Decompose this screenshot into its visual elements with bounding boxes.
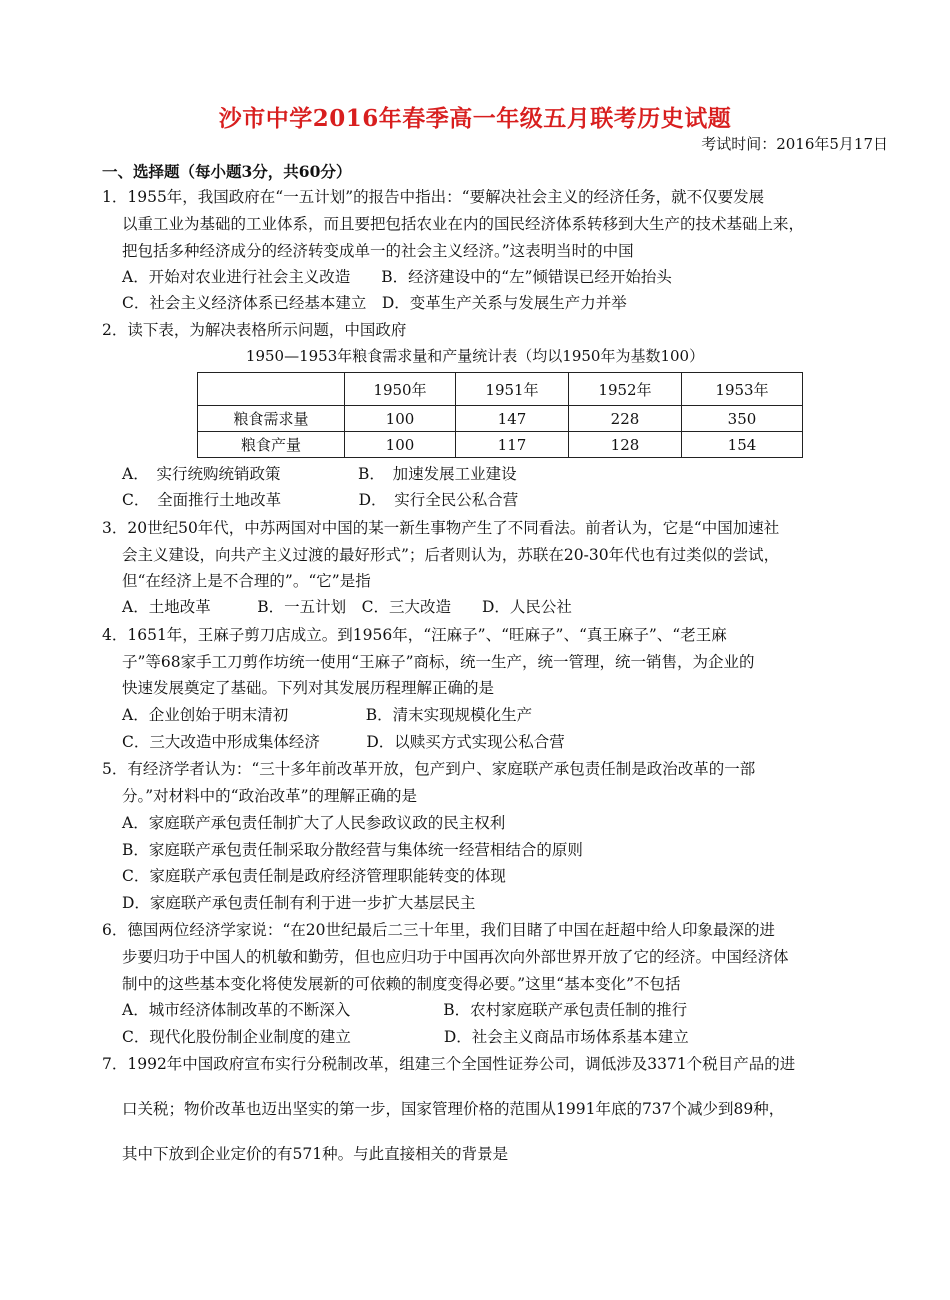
table-cell: 147 [456, 406, 569, 432]
table-cell: 粮食需求量 [198, 406, 345, 432]
table-caption: 1950—1953年粮食需求量和产量统计表（均以1950年为基数100） [245, 347, 705, 365]
question-5-line-1: 5．有经济学者认为：“三十多年前改革开放，包产到户、家庭联产承包责任制是政治改革的一部 [102, 760, 756, 778]
question-6-line-3: 制中的这些基本变化将使发展新的可依赖的制度变得必要。”这里“基本变化”不包括 [122, 975, 681, 993]
question-4-line-3: 快速发展奠定了基础。下列对其发展历程理解正确的是 [122, 679, 495, 697]
question-4-options-1: A．企业创始于明末清初 B．清末实现规模化生产 [122, 706, 533, 724]
table-cell: 117 [456, 432, 569, 458]
table-header-cell: 1950年 [345, 373, 456, 406]
question-4-line-2: 子”等68家手工刀剪作坊统一使用“王麻子”商标，统一生产，统一管理，统一销售，为企业的 [122, 653, 755, 671]
table-cell: 100 [345, 406, 456, 432]
question-1-line-2: 以重工业为基础的工业体系，而且要把包括农业在内的国民经济体系转移到大生产的技术基础上来， [122, 215, 805, 233]
question-5-option-a: A．家庭联产承包责任制扩大了人民参政议政的民主权利 [122, 814, 506, 832]
question-1-line-1: 1．1955年，我国政府在“一五计划”的报告中指出：“要解决社会主义的经济任务，就不仅要发展 [102, 188, 765, 206]
table-header-cell: 1953年 [682, 373, 803, 406]
question-2-options-2: C． 全面推行土地改革 D． 实行全民公私合营 [122, 491, 519, 509]
table-header-cell: 1951年 [456, 373, 569, 406]
question-4-options-2: C．三大改造中形成集体经济 D．以赎买方式实现公私合营 [122, 733, 565, 751]
question-5-line-2: 分。”对材料中的“政治改革”的理解正确的是 [122, 787, 418, 805]
question-1-options-2: C．社会主义经济体系已经基本建立 D．变革生产关系与发展生产力并举 [122, 294, 627, 312]
table-cell: 粮食产量 [198, 432, 345, 458]
table-header-row [198, 373, 803, 406]
question-1-options-1: A．开始对农业进行社会主义改造 B．经济建设中的“左”倾错误已经开始抬头 [122, 268, 672, 286]
question-3-line-2: 会主义建设，向共产主义过渡的最好形式”；后者则认为，苏联在20-30年代也有过类似的尝试， [122, 546, 780, 564]
table-cell: 128 [569, 432, 682, 458]
question-3-line-1: 3．20世纪50年代，中苏两国对中国的某一新生事物产生了不同看法。前者认为，它是“中国加速社 [102, 519, 780, 537]
question-6-options-1: A．城市经济体制改革的不断深入 B．农村家庭联产承包责任制的推行 [122, 1001, 688, 1019]
question-2-options-1: A． 实行统购统销政策 B． 加速发展工业建设 [122, 465, 517, 483]
question-1-line-3: 把包括多种经济成分的经济转变成单一的社会主义经济。”这表明当时的中国 [122, 242, 634, 260]
exam-time: 考试时间：2016年5月17日 [701, 135, 888, 153]
table-row [198, 432, 803, 458]
question-5-option-c: C．家庭联产承包责任制是政府经济管理职能转变的体现 [122, 867, 506, 885]
question-6-options-2: C．现代化股份制企业制度的建立 D．社会主义商品市场体系基本建立 [122, 1028, 689, 1046]
question-6-line-2: 步要归功于中国人的机敏和勤劳，但也应归功于中国再次向外部世界开放了它的经济。中国经济体 [122, 948, 789, 966]
question-3-line-3: 但“在经济上是不合理的”。“它”是指 [122, 572, 371, 590]
question-3-options: A．土地改革 B．一五计划 C．三大改造 D．人民公社 [122, 598, 572, 616]
question-5-option-b: B．家庭联产承包责任制采取分散经营与集体统一经营相结合的原则 [122, 841, 583, 859]
question-5-option-d: D．家庭联产承包责任制有利于进一步扩大基层民主 [122, 894, 476, 912]
question-7-line-3: 其中下放到企业定价的有571种。与此直接相关的背景是 [122, 1145, 509, 1163]
section-heading: 一、选择题（每小题3分，共60分） [102, 162, 352, 181]
table-row [198, 406, 803, 432]
table-cell: 228 [569, 406, 682, 432]
table-header-cell: 1952年 [569, 373, 682, 406]
question-6-line-1: 6．德国两位经济学家说：“在20世纪最后二三十年里，我们目睹了中国在赶超中给人印象最深的进 [102, 921, 776, 939]
grain-stats-table [197, 372, 803, 458]
table-cell: 154 [682, 432, 803, 458]
page-title: 沙市中学2016年春季高一年级五月联考历史试题 [218, 105, 732, 132]
question-7-line-2: 口关税；物价改革也迈出坚实的第一步，国家管理价格的范围从1991年底的737个减少到89种， [122, 1100, 785, 1118]
question-2-line-1: 2．读下表，为解决表格所示问题，中国政府 [102, 321, 407, 339]
question-4-line-1: 4．1651年，王麻子剪刀店成立。到1956年，“汪麻子”、“旺麻子”、“真王麻子”、“老王麻 [102, 626, 727, 644]
table-cell: 350 [682, 406, 803, 432]
table-header-cell [198, 373, 345, 406]
question-7-line-1: 7．1992年中国政府宣布实行分税制改革，组建三个全国性证券公司，调低涉及3371个税目产品的进 [102, 1055, 796, 1073]
table-cell: 100 [345, 432, 456, 458]
